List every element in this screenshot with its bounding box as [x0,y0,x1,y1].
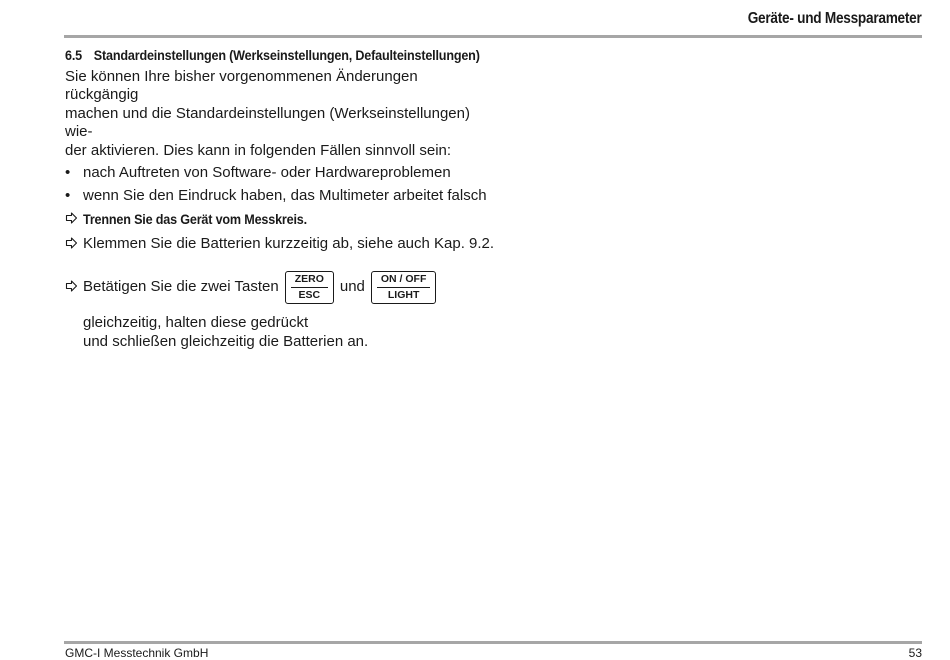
list-item-text: wenn Sie den Eindruck haben, das Multimeter arbeitet falsch [83,186,487,204]
list-item-text: nach Auftreten von Software- oder Hardwareproblemen [83,164,451,181]
section-number: 6.5 [65,47,82,63]
step-arrow-icon [65,279,78,293]
step-keys-prefix: Betätigen Sie die zwei Tasten [83,278,279,296]
bullet-list [65,164,495,205]
step-batteries [65,235,495,254]
key-label-bottom: LIGHT [387,289,420,301]
step-arrow-icon [65,211,78,225]
intro-paragraph [65,68,495,161]
intro-line: machen und die Standardeinstellungen (Werkseinstellungen) wie- [65,104,470,140]
zero-esc-key-icon [285,271,334,304]
key-label-bottom: ESC [298,289,321,301]
step-disconnect-text: Trennen Sie das Gerät vom Messkreis. [83,211,307,227]
step-batteries-text: Klemmen Sie die Batterien kurzzeitig ab, siehe auch Kap. 9.2. [83,234,495,252]
bullet-icon: • [65,164,71,181]
header-title: Geräte- und Messparameter [748,10,922,27]
step-disconnect [65,210,495,230]
page-number: 53 [908,646,922,660]
bullet-icon: • [65,186,71,204]
key-label-top: ZERO [291,272,328,288]
footer-company: GMC-I Messtechnik GmbH [65,646,209,660]
continuation-line: gleichzeitig, halten diese gedrückt [83,314,309,331]
step-keys-and: und [339,278,365,296]
key-label-top: ON / OFF [377,272,431,288]
intro-line: der aktivieren. Dies kann in folgenden Fällen sinnvoll sein: [65,141,452,159]
section-heading [65,46,480,65]
continuation-line: und schließen gleichzeitig die Batterien an. [83,332,369,350]
footer-rule [64,641,922,644]
list-item [65,187,495,206]
section-title: Standardeinstellungen (Werkseinstellungen, Defaulteinstellungen) [93,47,480,63]
page-content [65,46,495,351]
list-item [65,164,495,183]
step-arrow-icon [65,236,78,250]
step-keys [65,271,495,304]
step-keys-continuation [65,314,495,351]
header-rule [64,35,922,38]
on-off-light-key-icon [371,271,437,304]
intro-line: Sie können Ihre bisher vorgenommenen Änderungen rückgängig [65,67,418,103]
